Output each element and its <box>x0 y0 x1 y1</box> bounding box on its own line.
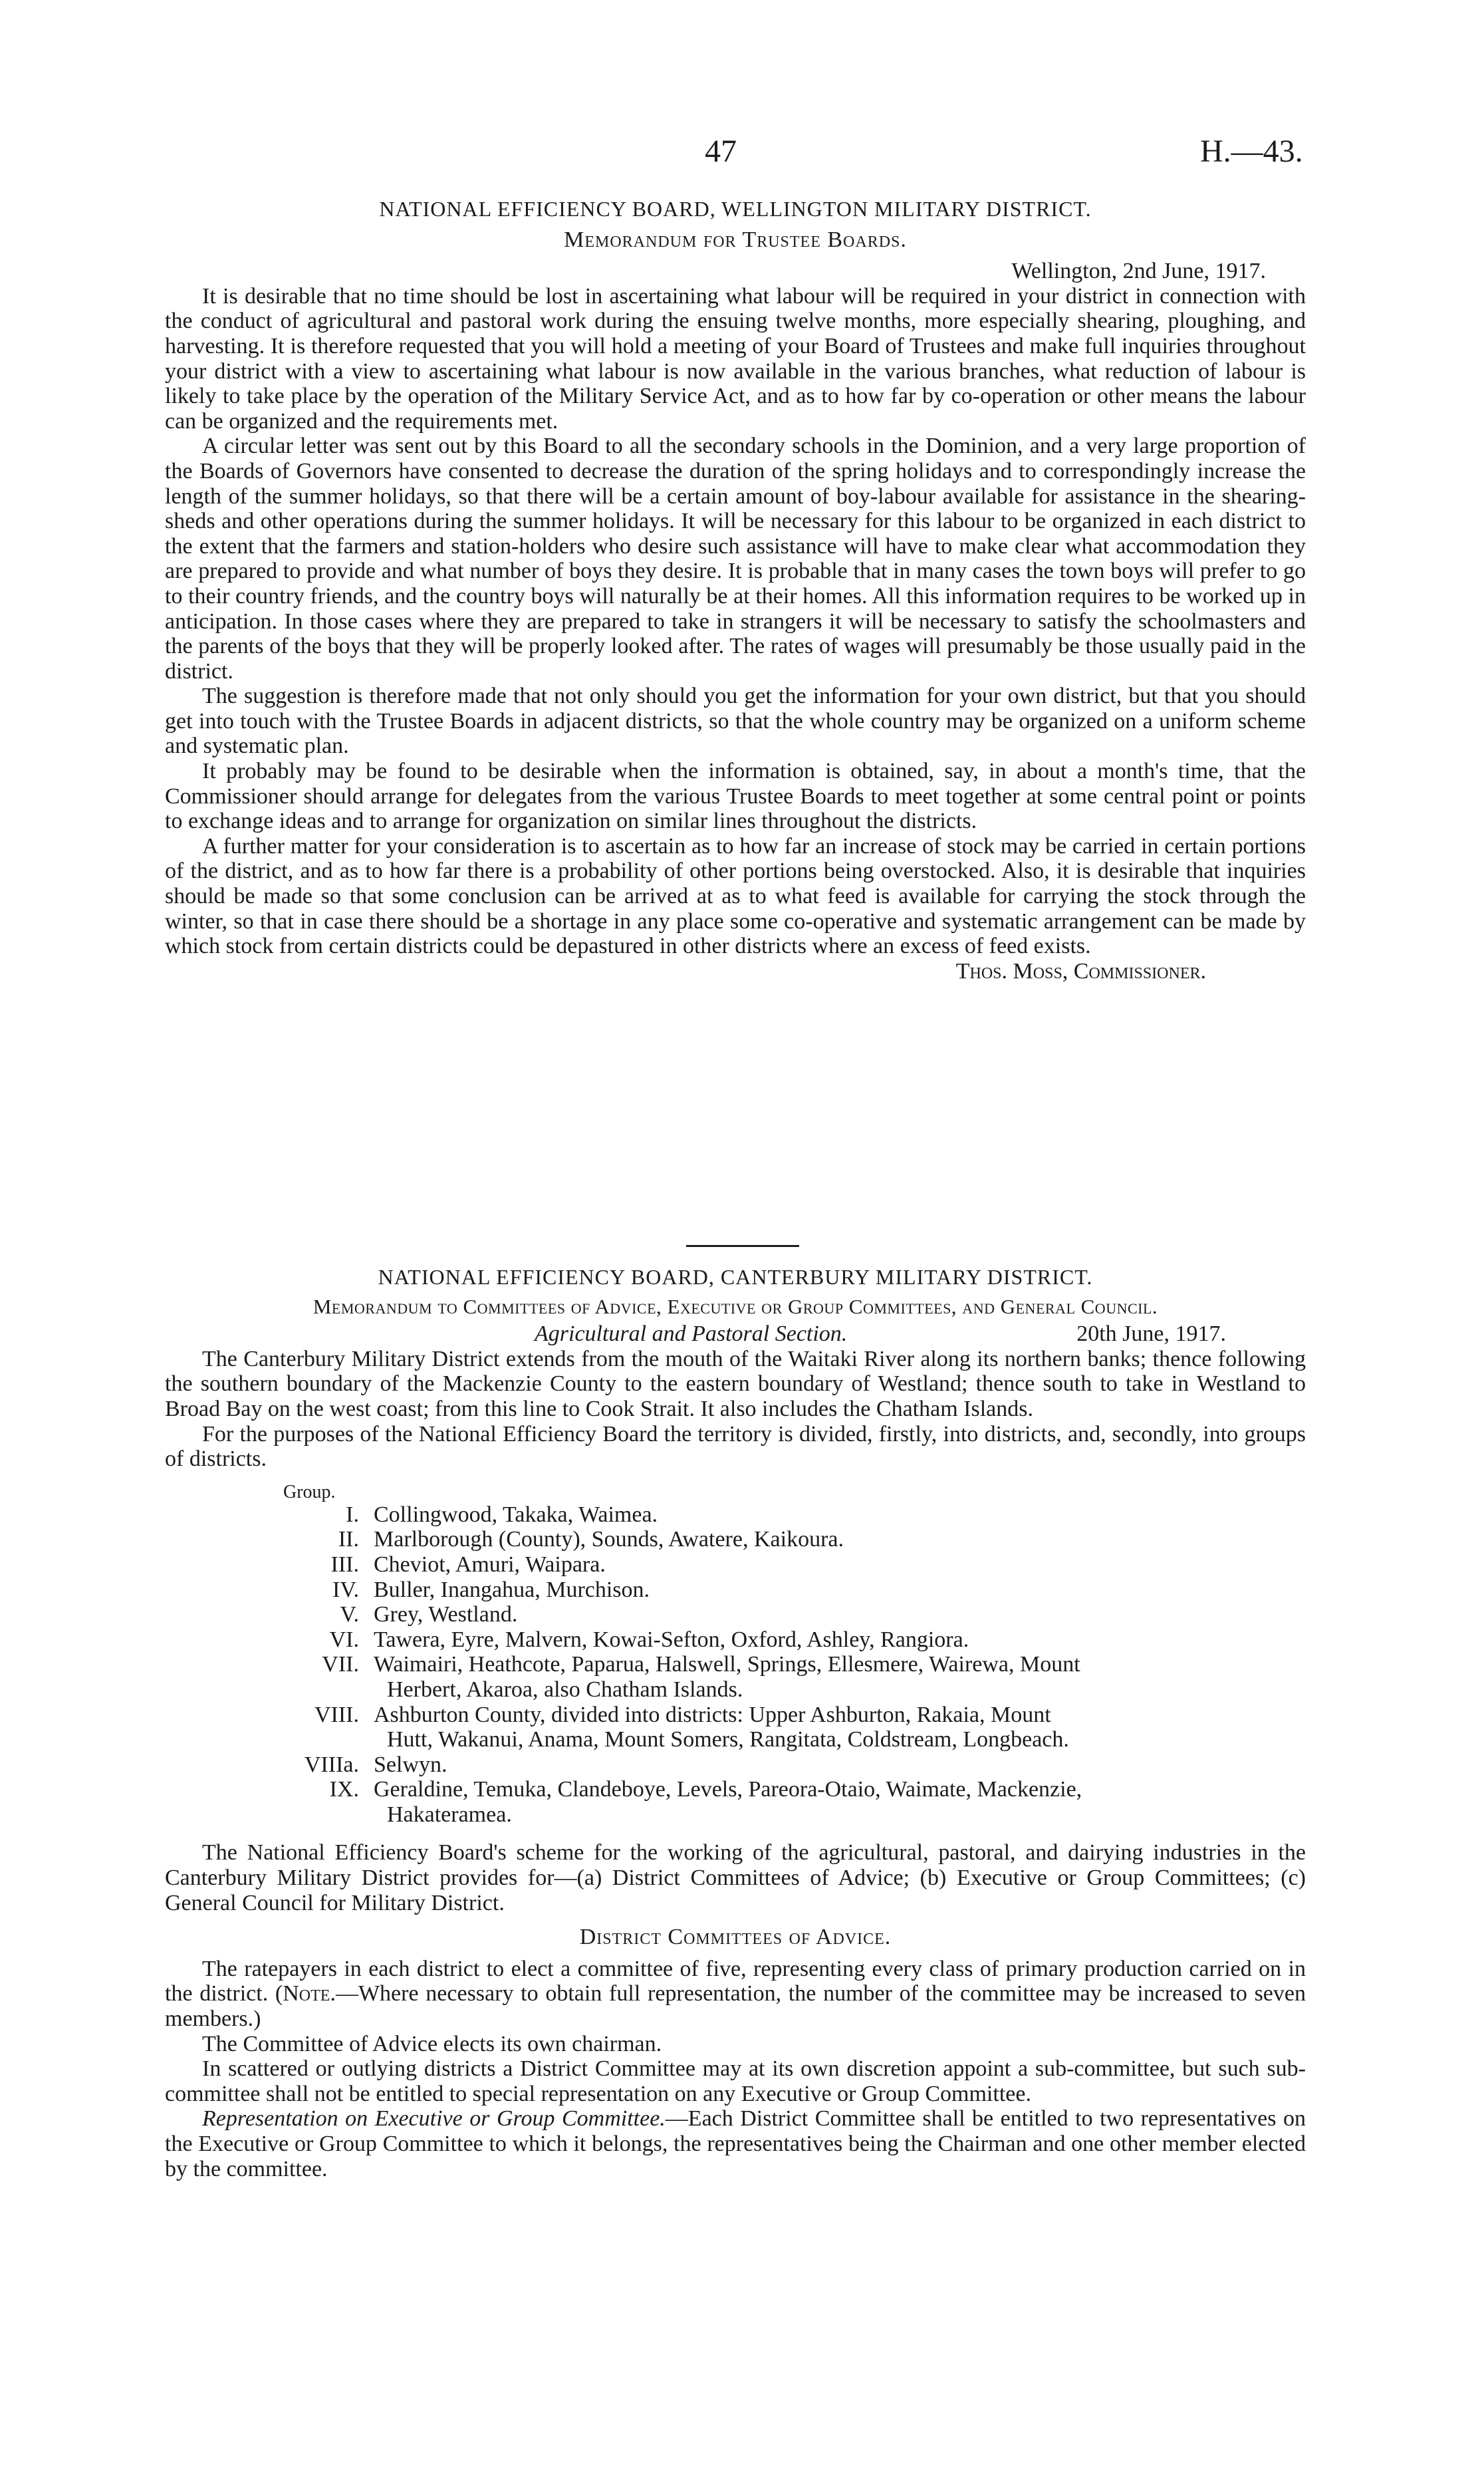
group-districts: Selwyn. <box>374 1752 447 1777</box>
wellington-subtitle: Memorandum for Trustee Boards. <box>564 227 907 252</box>
group-row-continuation <box>271 1677 1306 1703</box>
group-list <box>165 1502 1306 1828</box>
canterbury-title: NATIONAL EFFICIENCY BOARD, CANTERBURY MILITARY DISTRICT. <box>378 1265 1093 1289</box>
representation-lead: Representation on Executive or Group Committee. <box>202 2106 666 2132</box>
note-lead: The ratepayers in each district to elect a committee of five, representing every class of primary production carried on in the district. ( <box>165 1956 1306 2006</box>
group-row <box>271 1627 1306 1653</box>
canterbury-paragraph: In scattered or outlying districts a District Committee may at its own discretion appoint a sub-committee, but such sub-committee shall not be entitled to special representation on any Executive or Group Committee. <box>165 2056 1306 2106</box>
group-row-continuation <box>271 1727 1306 1752</box>
group-number: VIII. <box>314 1702 359 1727</box>
representation-body: —Each District Committee shall be entitled to two representatives on the Executive or Group Committee to which it belongs, the representatives being the Chairman and one other member elected by the committee. <box>165 2106 1306 2181</box>
group-column-label: Group. <box>283 1481 336 1502</box>
group-row-continuation <box>271 1802 1306 1828</box>
group-districts: Collingwood, Takaka, Waimea. <box>374 1502 658 1527</box>
group-districts: Buller, Inangahua, Murchison. <box>374 1577 650 1602</box>
document-reference: H.—43. <box>1200 134 1303 169</box>
group-row <box>271 1502 1306 1528</box>
group-row <box>271 1602 1306 1627</box>
committees-heading: District Committees of Advice. <box>579 1925 892 1950</box>
group-row <box>271 1752 1306 1778</box>
group-districts: Waimairi, Heathcote, Paparua, Halswell, Springs, Ellesmere, Wairewa, Mount <box>374 1652 1080 1677</box>
group-number: VI. <box>329 1627 359 1652</box>
group-number: III. <box>330 1552 359 1577</box>
wellington-memorandum <box>165 197 1306 984</box>
group-row <box>271 1527 1306 1552</box>
group-districts: Ashburton County, divided into districts: Upper Ashburton, Rakaia, Mount <box>374 1702 1051 1727</box>
wellington-dateline: Wellington, 2nd June, 1917. <box>1011 259 1266 284</box>
wellington-title: NATIONAL EFFICIENCY BOARD, WELLINGTON MILITARY DISTRICT. <box>379 197 1092 221</box>
canterbury-date: 20th June, 1917. <box>1076 1321 1226 1347</box>
wellington-paragraph: A further matter for your consideration is to ascertain as to how far an increase of stock may be carried in certain portions of the district, and as to how far there is a probability of other portions being overstocked. Also, it is desirable that inquiries should be made so that some conclusion can be arrived at as to what feed is available for carrying the stock through the winter, so that in case there should be a shortage in any place some co-operative and systematic arrangement can be made by which stock from certain districts could be depastured in other districts where an excess of feed exists. <box>165 833 1306 959</box>
group-number: VIIIa. <box>304 1752 359 1777</box>
canterbury-paragraph <box>165 2106 1306 2181</box>
group-label-row <box>165 1480 1306 1502</box>
group-districts: Geraldine, Temuka, Clandeboye, Levels, Pareora-Otaio, Waimate, Mackenzie, <box>374 1777 1082 1802</box>
canterbury-paragraph: The National Efficiency Board's scheme for the working of the agricultural, pastoral, and dairying industries in the Canterbury Military District provides for—(a) District Committees of Advice; (b) Executive or Group Committees; (c) General Council for Military District. <box>165 1840 1306 1915</box>
group-number: VII. <box>322 1652 359 1677</box>
canterbury-paragraph <box>165 1957 1306 2032</box>
section-name: Agricultural and Pastoral Section. <box>535 1321 848 1347</box>
group-districts-continued: Hakateramea. <box>387 1802 512 1827</box>
group-row <box>271 1777 1306 1802</box>
group-districts: Marlborough (County), Sounds, Awatere, Kaikoura. <box>374 1527 844 1552</box>
canterbury-paragraph: The Canterbury Military District extends from the mouth of the Waitaki River along its northern banks; thence following the southern boundary of the Mackenzie County to the eastern boundary of Westland; thence south to take in Westland to Broad Bay on the west coast; from this line to Cook Strait. It also includes the Chatham Islands. <box>165 1346 1306 1421</box>
section-divider <box>686 1245 799 1247</box>
group-districts-continued: Hutt, Wakanui, Anama, Mount Somers, Rangitata, Coldstream, Longbeach. <box>387 1727 1069 1752</box>
group-number: V. <box>340 1602 359 1627</box>
canterbury-dateline <box>165 1321 1306 1347</box>
wellington-paragraph: It probably may be found to be desirable when the information is obtained, say, in about a month's time, that the Commissioner should arrange for delegates from the various Trustee Boards to meet together at some central point or points to exchange ideas and to arrange for organization on similar lines throughout the districts. <box>165 759 1306 834</box>
group-districts: Grey, Westland. <box>374 1602 518 1627</box>
canterbury-paragraph: For the purposes of the National Efficiency Board the territory is divided, firstly, into districts, and, secondly, into groups of districts. <box>165 1421 1306 1472</box>
group-districts-continued: Herbert, Akaroa, also Chatham Islands. <box>387 1677 743 1702</box>
wellington-paragraph: It is desirable that no time should be lost in ascertaining what labour will be required in your district in connection with the conduct of agricultural and pastoral work during the ensuing twelve months, more especially shearing, ploughing, and harvesting. It is therefore requested that you will hold a meeting of your Board of Trustees and make full inquiries throughout your district with a view to ascertaining what labour is now available in the various branches, what reduction of labour is likely to take place by the operation of the Military Service Act, and as to how far by co-operation or other means the labour can be organized and the requirements met. <box>165 283 1306 434</box>
group-districts: Tawera, Eyre, Malvern, Kowai-Sefton, Oxford, Ashley, Rangiora. <box>374 1627 969 1652</box>
wellington-signature: Thos. Moss, Commissioner. <box>955 958 1206 984</box>
canterbury-subtitle: Memorandum to Committees of Advice, Executive or Group Committees, and General Council. <box>312 1294 1158 1318</box>
wellington-paragraph: The suggestion is therefore made that not only should you get the information for your own district, but that you should get into touch with the Trustee Boards in adjacent districts, so that the whole country may be organized on a uniform scheme and systematic plan. <box>165 684 1306 759</box>
note-label: Note <box>283 1981 330 2006</box>
group-number: IV. <box>332 1577 359 1602</box>
canterbury-memorandum <box>165 1265 1306 2181</box>
group-number: IX. <box>329 1777 359 1802</box>
note-body: .—Where necessary to obtain full representation, the number of the committee may be increased to seven members.) <box>165 1981 1306 2032</box>
group-row <box>271 1703 1306 1728</box>
page-number: 47 <box>705 134 737 169</box>
group-row <box>271 1652 1306 1677</box>
group-number: II. <box>338 1527 359 1552</box>
group-row <box>271 1552 1306 1578</box>
wellington-paragraph: A circular letter was sent out by this Board to all the secondary schools in the Dominion, and a very large proportion of the Boards of Governors have consented to decrease the duration of the spring holidays and to correspondingly increase the length of the summer holidays, so that there will be a certain amount of boy-labour available for assistance in the shearing-sheds and other operations during the summer holidays. It will be necessary for this labour to be organized in each district to the extent that the farmers and station-holders who desire such assistance will have to make clear what accommodation they are prepared to provide and what number of boys they desire. It is probable that in many cases the town boys will prefer to go to their country friends, and the country boys will naturally be at their homes. All this information requires to be worked up in anticipation. In those cases where they are prepared to take in strangers it will be necessary to satisfy the schoolmasters and the parents of the boys that they will be properly looked after. The rates of wages will presumably be those usually paid in the district. <box>165 434 1306 684</box>
canterbury-paragraph: The Committee of Advice elects its own chairman. <box>202 2031 662 2056</box>
group-row <box>271 1578 1306 1603</box>
group-districts: Cheviot, Amuri, Waipara. <box>374 1552 606 1577</box>
group-number: I. <box>346 1502 359 1527</box>
